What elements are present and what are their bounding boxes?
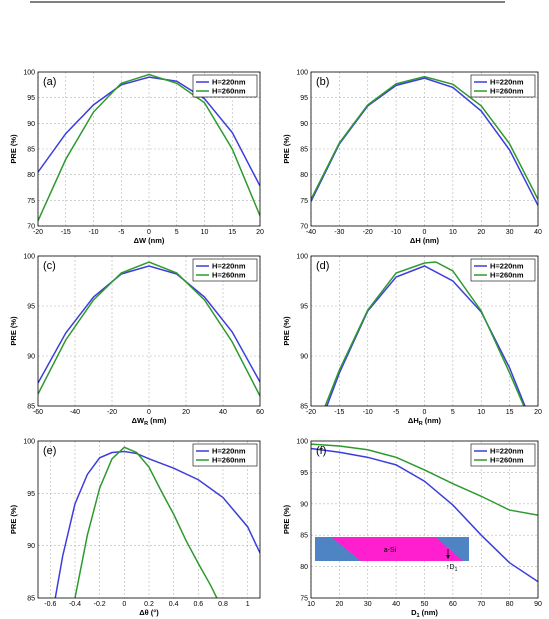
panel-label: (b) [316,76,330,88]
inset-dim-label: $↑D_1$ [446,564,458,573]
x-tick-label: 30 [363,601,372,608]
y-tick-label: 95 [300,303,308,311]
x-tick-label: 20 [335,601,344,608]
panel-label: (f) [316,445,327,457]
x-tick-label: -20 [32,229,44,236]
chart-panel-2 [9,254,264,428]
legend [193,444,257,466]
x-tick-label: 0 [122,601,127,608]
y-tick-label: 90 [300,501,308,509]
x-tick-label: 50 [420,601,429,608]
y-tick-label: 85 [27,595,35,603]
y-axis-label: PRE (%) [282,134,291,164]
legend-entry: H=220nm [490,261,524,271]
y-tick-label: 100 [23,69,35,77]
legend-entry: H=260nm [490,270,524,280]
x-tick-label: -30 [334,229,345,236]
y-tick-label: 95 [27,95,35,103]
inset-dim-subscript: 1 [454,567,458,573]
x-tick-label: -5 [118,229,125,236]
x-tick-label: 1 [245,601,250,608]
x-tick-label: 15 [228,229,237,236]
y-tick-label: 100 [23,253,35,261]
y-tick-label: 70 [300,223,308,231]
legend [193,75,257,97]
x-tick-label: 0 [422,229,427,236]
x-tick-label: 60 [448,601,457,608]
x-tick-label: 0.4 [168,601,179,608]
y-tick-label: 90 [300,120,308,128]
legend [471,75,535,97]
x-axis-label: $\Delta H_R$ (nm) [407,416,442,427]
inset-material-label: a-Si [383,547,397,554]
y-tick-label: 95 [300,95,308,103]
x-tick-label: -15 [60,229,71,236]
x-tick-label: -10 [88,229,99,236]
legend-entry: H=260nm [490,86,524,96]
y-tick-label: 95 [27,303,35,311]
y-tick-label: 85 [300,146,308,154]
x-tick-label: 40 [392,601,401,608]
panel-label: (a) [43,76,57,88]
legend-entry: H=260nm [212,270,246,280]
x-tick-label: 70 [477,601,486,608]
x-tick-label: -0.6 [44,601,57,608]
chart-panel-0 [9,70,264,246]
x-axis-label: ΔW (nm) [133,236,165,245]
legend-entry: H=220nm [212,446,246,456]
x-tick-label: 10 [307,601,315,608]
legend [193,259,257,281]
legend-entry: H=260nm [212,455,246,465]
x-axis-label: $D_1$ (nm) [411,608,438,619]
x-axis-label-unit: (nm) [148,416,167,425]
y-tick-label: 90 [27,543,35,551]
chart-panel-1 [282,70,542,246]
x-tick-label: -40 [69,409,81,416]
x-tick-label: 40 [534,229,542,236]
x-axis-label-unit: (nm) [422,416,442,425]
y-axis-label: PRE (%) [9,134,18,164]
y-tick-label: 90 [300,353,308,361]
legend [471,259,535,281]
y-tick-label: 100 [296,438,308,446]
y-axis-label: PRE (%) [9,504,18,535]
y-tick-label: 90 [27,120,35,128]
x-axis-label-unit: (nm) [419,608,438,617]
y-tick-label: 85 [300,532,308,540]
series-line [55,451,260,598]
y-tick-label: 85 [27,146,35,154]
x-axis-label-subscript: 1 [416,613,420,619]
y-tick-label: 90 [27,353,35,361]
panel-label: (d) [316,260,330,272]
y-tick-label: 75 [27,197,35,205]
x-tick-label: 90 [534,601,542,608]
y-tick-label: 95 [300,469,308,477]
x-axis-label: $\Delta W_R$ (nm) [131,416,167,427]
y-tick-label: 80 [27,172,35,180]
series-line [327,266,525,406]
x-tick-label: 0 [422,409,427,416]
y-tick-label: 85 [300,403,308,411]
legend-entry: H=220nm [490,446,524,456]
legend-entry: H=220nm [212,261,246,271]
x-tick-label: 60 [256,409,264,416]
y-tick-label: 85 [27,403,35,411]
x-tick-label: -20 [106,409,118,416]
legend-entry: H=260nm [212,86,246,96]
x-tick-label: -60 [32,409,44,416]
x-axis-label-subscript: R [418,421,423,427]
panel-label: (e) [43,445,57,457]
x-tick-label: 0 [147,409,151,416]
x-axis-label: ΔH (nm) [409,236,440,245]
x-tick-label: -20 [305,409,317,416]
panels-group [9,70,542,619]
chart-panel-3 [282,254,542,428]
legend-entry: H=260nm [490,455,524,465]
x-tick-label: 0.8 [218,601,228,608]
x-tick-label: -0.2 [93,601,106,608]
y-axis-label: PRE (%) [9,316,18,346]
chart-panel-5 [282,439,542,619]
chart-panel-4 [9,439,260,618]
x-tick-label: -15 [334,409,345,416]
y-tick-label: 100 [296,253,308,261]
x-tick-label: 10 [477,409,486,416]
legend [471,444,535,466]
y-axis-label: PRE (%) [282,504,291,535]
x-tick-label: 0.6 [193,601,204,608]
x-tick-label: -40 [305,229,317,236]
x-tick-label: -10 [362,409,373,416]
x-tick-label: 0 [147,229,151,236]
x-tick-label: 5 [450,409,455,416]
x-tick-label: 30 [505,229,514,236]
x-tick-label: 10 [200,229,209,236]
x-axis-label: Δθ (°) [139,608,159,617]
inset-schematic [315,537,469,573]
x-tick-label: 0.2 [144,601,154,608]
y-tick-label: 75 [300,595,308,603]
x-tick-label: 20 [182,409,190,416]
x-axis-label-subscript: R [144,421,149,427]
panel-label: (c) [43,260,56,272]
x-tick-label: -20 [362,229,373,236]
y-tick-label: 70 [27,223,35,231]
x-tick-label: 5 [174,229,179,236]
y-tick-label: 95 [27,490,35,498]
x-tick-label: 80 [505,601,514,608]
y-tick-label: 80 [300,172,308,180]
x-tick-label: 40 [219,409,227,416]
x-tick-label: 15 [505,409,514,416]
x-tick-label: -0.4 [68,601,82,608]
y-axis-label: PRE (%) [282,316,291,346]
x-tick-label: 20 [256,229,264,236]
x-tick-label: 10 [448,229,457,236]
legend-entry: H=220nm [212,77,246,87]
legend-entry: H=220nm [490,77,524,87]
y-tick-label: 100 [23,438,35,446]
y-tick-label: 75 [300,197,308,205]
y-tick-label: 80 [300,564,308,572]
x-tick-label: 20 [477,229,486,236]
x-tick-label: 20 [534,409,542,416]
x-tick-label: -5 [393,409,400,416]
series-line [75,447,217,598]
x-tick-label: -10 [391,229,402,236]
y-tick-label: 100 [296,69,308,77]
